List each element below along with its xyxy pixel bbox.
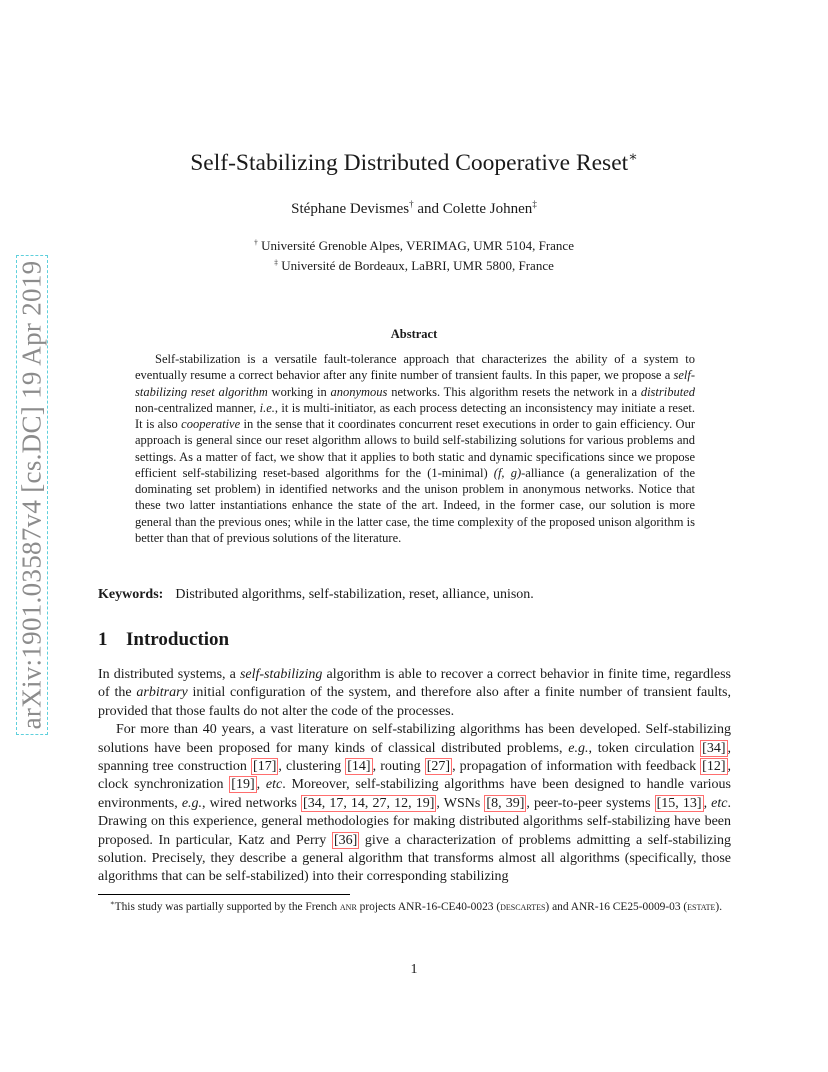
abstract-text: Self-stabilization is a versatile fault-tolerance approach that characterizes the ability of a system to eventually resume a correct behavior after any finite number of transient faults. In this paper, we propose a — [135, 352, 695, 383]
body-text: . Drawing on this experience, general methodologies for making distributed algorithms self-stabilizing have been proposed. In particular, Katz and Perry — [98, 795, 731, 848]
section-title: Introduction — [126, 629, 230, 650]
body-text: give a characterization of problems admitting a self-stabilizing solution. Precisely, they describe a general algorithm that transforms almost all algorithms (specifically, those algorithms that can be self-stabilized) into their corresponding stabilizing — [98, 832, 732, 885]
citation-link[interactable]: [15, 13] — [656, 795, 702, 811]
body-text: , spanning tree construction — [98, 740, 731, 775]
author-2-mark: ‡ — [532, 199, 537, 209]
author-separator: and — [417, 201, 439, 217]
affiliations — [0, 236, 828, 275]
footnote — [98, 900, 731, 916]
title-text: Self-Stabilizing Distributed Cooperative Reset — [190, 150, 629, 176]
footnote-text: projects ANR-16-CE40-0023 ( — [356, 901, 501, 913]
abstract-text: in the sense that it coordinates concurrent reset executions in order to gain efficiency. Our approach is general since our reset algorithm allows to build self-stabilizing solutions for various problems and settings. As a matter of fact, we show that it applies to both static and dynamic specifications since we propose efficient self-stabilizing reset-based algorithms for the (1-minimal) — [135, 417, 695, 480]
body-text: In distributed systems, a — [98, 667, 240, 682]
section-heading — [98, 629, 229, 651]
body-text: , routing — [372, 759, 425, 775]
keywords — [98, 586, 738, 604]
author-1-mark: † — [409, 199, 414, 209]
authors — [0, 199, 828, 219]
abstract-heading: Abstract — [390, 327, 438, 341]
abstract-text: networks. This algorithm resets the network in a — [387, 384, 641, 399]
body-text: , WSNs — [436, 795, 485, 811]
affiliation-2-text: Université de Bordeaux, LaBRI, UMR 5800, France — [281, 257, 554, 273]
affiliation-2-mark: ‡ — [274, 257, 279, 267]
abstract-emphasis: i.e. — [259, 400, 275, 415]
keywords-label: Keywords: — [98, 587, 164, 602]
abstract-text: non-centralized manner, — [135, 400, 260, 415]
footnote-mark: ∗ — [110, 900, 115, 908]
abstract-text: working in — [267, 384, 331, 399]
citation-link[interactable]: [8, 39] — [486, 795, 525, 811]
arxiv-identifier[interactable]: arXiv:1901.03587v4 [cs.DC] 19 Apr 2019 — [16, 260, 47, 730]
introduction-body — [98, 666, 731, 887]
title-footnote-mark[interactable]: ∗ — [628, 149, 638, 166]
footnote-text: ). — [715, 901, 723, 913]
abstract-emphasis: distributed — [640, 384, 695, 399]
paper-title — [0, 148, 828, 178]
abstract-body — [135, 351, 695, 546]
body-text: , token circulation — [588, 740, 701, 756]
citation-link[interactable]: [17] — [253, 759, 277, 775]
page-number: 1 — [410, 962, 418, 977]
body-emphasis: etc — [265, 777, 283, 793]
body-emphasis: self-stabilizing — [239, 667, 323, 682]
footnote-rule — [98, 894, 350, 895]
affiliation-2 — [0, 256, 828, 276]
citation-link[interactable]: [12] — [702, 759, 726, 775]
affiliation-1 — [0, 236, 828, 256]
footnote-project: estate — [687, 901, 716, 913]
abstract-text: , it is multi-initiator, as each process detecting an inconsistency may initiate a reset. It is also — [135, 400, 695, 431]
body-text: , — [703, 795, 712, 811]
body-text: , clustering — [278, 759, 346, 775]
body-emphasis: arbitrary — [136, 685, 188, 701]
paragraph-2 — [98, 721, 731, 887]
section-number: 1 — [98, 629, 108, 650]
body-text: . Moreover, self-stabilizing algorithms have been designed to handle various environments, — [98, 777, 731, 811]
body-text: , clock synchronization — [98, 759, 731, 793]
abstract-emphasis: cooperative — [181, 417, 241, 431]
footnote-text: This study was partially supported by the French — [114, 901, 340, 913]
citation-link[interactable]: [36] — [333, 832, 358, 848]
abstract-emphasis: self-stabilizing reset algorithm — [135, 368, 695, 399]
footnote-agency: anr — [339, 901, 357, 913]
affiliation-1-mark: † — [254, 237, 258, 247]
footnote-text: ) and ANR-16 CE25-0009-03 ( — [545, 901, 688, 913]
citation-link[interactable]: [19] — [231, 777, 255, 793]
affiliation-1-text: Université Grenoble Alpes, VERIMAG, UMR 5104, France — [261, 238, 574, 253]
paragraph-1 — [98, 666, 731, 721]
body-text: , propagation of information with feedback — [452, 759, 701, 775]
abstract-emphasis: anonymous — [330, 384, 388, 399]
author-2: Colette Johnen — [442, 201, 533, 217]
body-text: , wired networks — [202, 795, 302, 811]
body-emphasis: e.g. — [568, 740, 589, 756]
body-text: algorithm is able to recover a correct behavior in finite time, regardless of the — [98, 667, 731, 701]
body-text: For more than 40 years, a vast literature on self-stabilizing algorithms has been developed. Self-stabilizing solutions have been proposed for many kinds of classical distributed problems, — [98, 722, 731, 756]
citation-link[interactable]: [34, 17, 14, 27, 12, 19] — [303, 795, 435, 811]
citation-link[interactable]: [14] — [347, 759, 371, 775]
citation-link[interactable]: [27] — [426, 759, 451, 775]
body-emphasis: e.g. — [181, 795, 203, 811]
keywords-value: Distributed algorithms, self-stabilization, reset, alliance, unison. — [175, 587, 534, 602]
footnote-project: descartes — [500, 901, 546, 913]
body-emphasis: etc — [711, 795, 728, 811]
body-text: , — [256, 777, 266, 793]
body-text: initial configuration of the system, and therefore also after a finite number of transient faults, provided that those faults do not alter the code of the processes. — [98, 685, 731, 719]
abstract-math: (f, g) — [493, 465, 522, 480]
body-text: , peer-to-peer systems — [526, 795, 655, 811]
abstract-text: -alliance (a generalization of the dominating set problem) in identified networks and the unison problem in anonymous networks. Notice that these two latter instantiations enhance the state of the art. Indeed, in the former case, our solution is more general than the previous ones; while in the latter case, the time complexity of the proposed unison algorithm is better than that of previous solutions of the literature. — [135, 465, 695, 545]
author-1: Stéphane Devismes — [291, 201, 410, 217]
citation-link[interactable]: [34] — [702, 740, 726, 756]
